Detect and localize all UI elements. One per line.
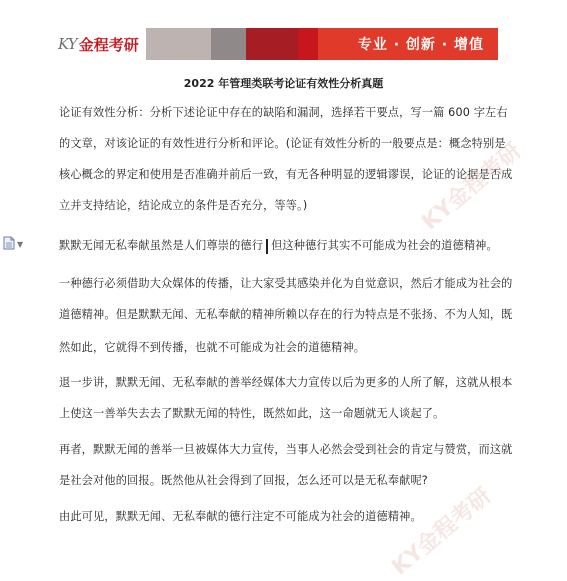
watermark: KY金程考研 bbox=[417, 138, 527, 236]
header-band-stripe bbox=[298, 28, 318, 60]
watermark: KY金程考研 bbox=[387, 483, 497, 581]
body-line-6: 一种德行必须借助大众媒体的传播，让大家受其感染并化为自觉意识，然后才能成为社会的 bbox=[59, 277, 513, 290]
logo-name: 金程考研 bbox=[78, 35, 139, 54]
body-line-13: 由此可见，默默无闻、无私奉献的德行注定不可能成为社会的道德精神。 bbox=[59, 510, 422, 523]
header-band-gray bbox=[146, 28, 211, 60]
chevron-down-icon[interactable]: ▼ bbox=[17, 240, 24, 249]
body-line-11: 再者，默默无闻的善举一旦被媒体大力宣传，当事人必然会受到社会的肯定与赞赏，而这就 bbox=[59, 443, 513, 456]
body-line-9: 退一步讲，默默无闻、无私奉献的善举经媒体大力宣传以后为更多的人所了解，这就从根本 bbox=[59, 376, 513, 389]
body-line-3: 核心概念的界定和使用是否准确并前后一致，有无各种明显的逻辑谬误，论证的论据是否成 bbox=[59, 168, 513, 181]
text-cursor bbox=[266, 239, 268, 254]
header-banner bbox=[54, 28, 501, 60]
body-line-7: 道德精神。但是默默无闻、无私奉献的精神所赖以存在的行为特点是不张扬、不为人知，既 bbox=[59, 308, 513, 321]
body-line-10: 上使这一善举失去去了默默无闻的特性，既然如此，这一命题就无人谈起了。 bbox=[59, 407, 445, 420]
header-slogan: 专业 · 创新 · 增值 bbox=[357, 37, 484, 53]
body-line-1: 论证有效性分析：分析下述论证中存在的缺陷和漏洞，选择若干要点，写一篇 600 字左右 bbox=[59, 106, 508, 119]
header-band-red bbox=[298, 28, 498, 60]
header-band-dark-gray bbox=[211, 28, 246, 60]
body-line-5 bbox=[59, 237, 498, 254]
logo bbox=[54, 28, 146, 60]
body-line-2: 的文章，对该论证的有效性进行分析和评论。(论证有效性分析的一般要点是：概念特别是 bbox=[59, 137, 506, 150]
body-line-4: 立并支持结论，结论成立的条件是否充分，等等。) bbox=[59, 199, 308, 212]
header-band-dark-red bbox=[246, 28, 298, 60]
body-line-12: 是社会对他的回报。既然他从社会得到了回报，怎么还可以是无私奉献呢? bbox=[59, 474, 428, 487]
body-line-5-part-1: 默默无闻无私奉献虽然是人们尊崇的德行 bbox=[59, 239, 264, 252]
body-line-5-part-2: 但这种德行其实不可能成为社会的道德精神。 bbox=[271, 239, 498, 252]
document-title: 2022 年管理类联考论证有效性分析真题 bbox=[183, 77, 384, 90]
body-line-8: 然如此，它就得不到传播，也就不可能成为社会的道德精神。 bbox=[59, 341, 366, 354]
document-icon[interactable] bbox=[3, 236, 15, 250]
logo-ky-mark: KY bbox=[58, 35, 77, 53]
